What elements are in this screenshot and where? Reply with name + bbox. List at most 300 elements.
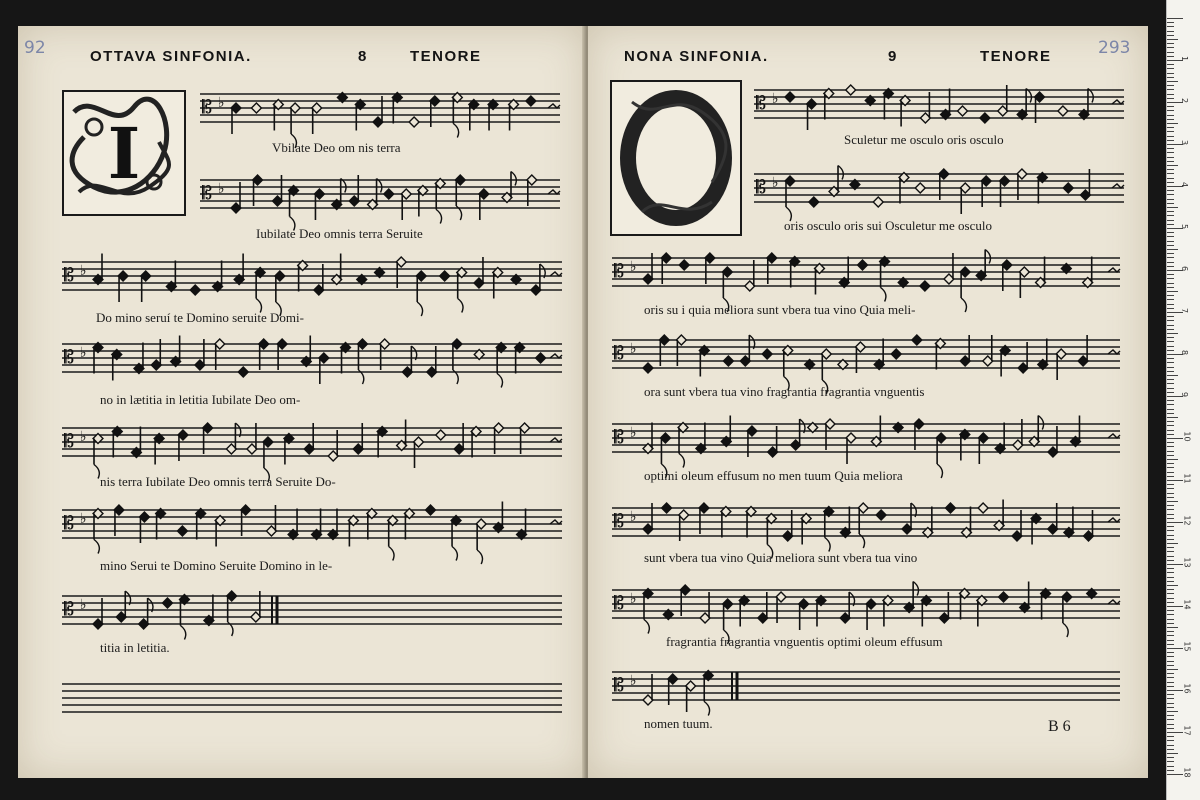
ruler-tick: [1167, 761, 1174, 762]
note-head: [876, 510, 886, 520]
note-head: [999, 592, 1009, 602]
ruler-tick: [1167, 337, 1174, 338]
ruler-tick: [1167, 509, 1174, 510]
ruler-tick: [1167, 736, 1174, 737]
ruler-tick: [1167, 262, 1174, 263]
sinfonia-number: 8: [358, 48, 368, 65]
ruler-tick: [1167, 52, 1174, 53]
note-head: [409, 117, 419, 127]
ruler-tick: [1167, 480, 1183, 481]
ruler-tick: [1167, 39, 1178, 40]
ruler-tick: [1167, 467, 1174, 468]
svg-text:𝄡: 𝄡: [614, 427, 625, 448]
note-head: [440, 271, 450, 281]
ruler-tick: [1167, 459, 1178, 460]
ruler-tick: [1167, 400, 1174, 401]
ruler-tick: [1167, 501, 1178, 502]
ruler-tick: [1167, 694, 1174, 695]
note-head: [915, 183, 925, 193]
ruler-number: 11: [1182, 473, 1192, 484]
ruler-tick: [1167, 472, 1174, 473]
sinfonia-title: OTTAVA SINFONIA.: [90, 48, 252, 65]
ruler-tick: [1167, 371, 1174, 372]
note-head: [809, 197, 819, 207]
lyrics-line: nomen tuum.: [644, 716, 713, 731]
note-head: [912, 335, 922, 345]
note-head: [662, 503, 672, 513]
svg-text:𝄡: 𝄡: [64, 265, 75, 286]
svg-text:♭: ♭: [630, 673, 637, 689]
ruler-tick: [1167, 115, 1174, 116]
ruler-number: 1: [1180, 55, 1190, 62]
ruler-tick: [1167, 770, 1174, 771]
ruler-tick: [1167, 157, 1174, 158]
ruler-tick: [1167, 161, 1174, 162]
music-staff: [200, 162, 560, 220]
svg-text:𝄡: 𝄡: [202, 183, 213, 204]
ruler-tick: [1167, 648, 1183, 649]
svg-text:𝄡: 𝄡: [614, 343, 625, 364]
svg-text:♭: ♭: [80, 597, 87, 613]
ruler-tick: [1167, 589, 1174, 590]
ruler-tick: [1167, 451, 1174, 452]
ruler-tick: [1167, 110, 1174, 111]
ruler-tick: [1167, 703, 1174, 704]
initial-letter: I: [107, 111, 141, 195]
ruler-tick: [1167, 644, 1174, 645]
ruler-tick: [1167, 245, 1174, 246]
ruler-tick: [1167, 367, 1174, 368]
ruler-tick: [1167, 119, 1174, 120]
ruler-tick: [1167, 766, 1174, 767]
ruler-tick: [1167, 388, 1174, 389]
svg-text:♭: ♭: [80, 429, 87, 445]
ruler-tick: [1167, 547, 1174, 548]
ruler-tick: [1167, 194, 1174, 195]
lyrics-line: fragrantia fragrantia vnguentis optimi oleum effusum: [666, 634, 943, 649]
ruler-tick: [1167, 728, 1174, 729]
note-head: [679, 260, 689, 270]
ruler-number: 16: [1182, 683, 1192, 694]
ruler-tick: [1167, 68, 1174, 69]
ruler-number: 3: [1180, 139, 1190, 146]
ruler-tick: [1167, 182, 1174, 183]
ruler-tick: [1167, 77, 1174, 78]
note-head: [436, 430, 446, 440]
svg-text:𝄡: 𝄡: [614, 675, 625, 696]
ruler-tick: [1167, 610, 1174, 611]
ruler-tick: [1167, 677, 1174, 678]
ruler-tick: [1167, 123, 1178, 124]
ruler-tick: [1167, 26, 1174, 27]
ruler-tick: [1167, 178, 1174, 179]
lyrics-line: ora sunt vbera tua vino fragrantia fragrantia vnguentis: [644, 384, 925, 399]
ruler-tick: [1167, 203, 1174, 204]
ruler-tick: [1167, 484, 1174, 485]
note-head: [163, 598, 173, 608]
ruler-tick: [1167, 98, 1174, 99]
ruler-tick: [1167, 669, 1178, 670]
ruler-tick: [1167, 719, 1174, 720]
ruler-tick: [1167, 220, 1174, 221]
ruler-tick: [1167, 31, 1174, 32]
ruler-number: 2: [1180, 97, 1190, 104]
lyrics-line: nis terra Iubilate Deo omnis terra Seruite Do-: [100, 474, 336, 489]
ruler-tick: [1167, 421, 1174, 422]
ruler-number: 8: [1180, 349, 1190, 356]
ruler-tick: [1167, 320, 1174, 321]
ruler-tick: [1167, 404, 1174, 405]
lyrics-line: Sculetur me osculo oris osculo: [844, 132, 1004, 147]
ruler-tick: [1167, 522, 1183, 523]
ruler-tick: [1167, 131, 1174, 132]
svg-text:𝄡: 𝄡: [614, 511, 625, 532]
ruler-tick: [1167, 358, 1174, 359]
ruler-tick: [1167, 497, 1174, 498]
note-head: [723, 356, 733, 366]
ruler-number: 6: [1180, 265, 1190, 272]
ruler-tick: [1167, 585, 1178, 586]
ruler-tick: [1167, 425, 1174, 426]
music-staff: [612, 572, 1120, 630]
ruler-tick: [1167, 619, 1174, 620]
note-head: [946, 503, 956, 513]
note-head: [858, 260, 868, 270]
voice-part-label: TENORE: [410, 48, 482, 65]
ruler-tick: [1167, 291, 1178, 292]
ruler-tick: [1167, 148, 1174, 149]
ruler-tick: [1167, 568, 1174, 569]
pencil-folio-number: 92: [24, 38, 46, 58]
ruler-tick: [1167, 350, 1174, 351]
ruler-tick: [1167, 711, 1178, 712]
ruler-tick: [1167, 556, 1174, 557]
lyrics-line: mino Serui te Domino Seruite Domino in le-: [100, 558, 333, 573]
ruler-tick: [1167, 593, 1174, 594]
note-head: [980, 113, 990, 123]
ruler-tick: [1167, 190, 1174, 191]
svg-text:♭: ♭: [772, 91, 779, 107]
ruler-number: 15: [1182, 641, 1192, 652]
ruler-tick: [1167, 173, 1174, 174]
ruler-tick: [1167, 341, 1174, 342]
ruler-tick: [1167, 81, 1178, 82]
svg-text:𝄡: 𝄡: [64, 513, 75, 534]
ruler-tick: [1167, 169, 1174, 170]
ruler-tick: [1167, 749, 1174, 750]
note-head: [978, 503, 988, 513]
ruler-tick: [1167, 73, 1174, 74]
ruler-tick: [1167, 409, 1174, 410]
ruler-tick: [1167, 287, 1174, 288]
music-staff: [62, 578, 562, 636]
ruler-tick: [1167, 241, 1174, 242]
ruler-tick: [1167, 442, 1174, 443]
ruler-tick: [1167, 383, 1174, 384]
ruler-tick: [1167, 165, 1178, 166]
note-head: [958, 106, 968, 116]
ruler-tick: [1167, 329, 1174, 330]
ruler-tick: [1167, 635, 1174, 636]
ruler-tick: [1167, 652, 1174, 653]
right-page: [588, 26, 1148, 778]
ruler-tick: [1167, 22, 1174, 23]
ruler-number: 4: [1180, 181, 1190, 188]
music-staff: [200, 76, 560, 134]
note-head: [643, 363, 653, 373]
initial-letter: [612, 82, 740, 234]
ruler-number: 17: [1182, 725, 1192, 736]
ruler-number: 5: [1180, 223, 1190, 230]
ruler-tick: [1167, 152, 1174, 153]
ruler-tick: [1167, 598, 1174, 599]
ruler-tick: [1167, 698, 1174, 699]
ruler-number: 14: [1182, 599, 1192, 610]
decorated-initial: [62, 90, 186, 216]
ruler-tick: [1167, 304, 1174, 305]
ruler-tick: [1167, 375, 1178, 376]
svg-text:♭: ♭: [218, 95, 225, 111]
ruler-number: 7: [1180, 307, 1190, 314]
ruler-tick: [1167, 707, 1174, 708]
ruler-tick: [1167, 94, 1174, 95]
ruler-tick: [1167, 64, 1174, 65]
svg-text:♭: ♭: [80, 511, 87, 527]
ruler-tick: [1167, 295, 1174, 296]
ruler-tick: [1167, 253, 1174, 254]
decorated-initial: [610, 80, 742, 236]
ruler-tick: [1167, 602, 1174, 603]
ruler-tick: [1167, 308, 1174, 309]
svg-text:♭: ♭: [80, 263, 87, 279]
sinfonia-title: NONA SINFONIA.: [624, 48, 769, 65]
lyrics-line: oris su i quia meliora sunt vbera tua vino Quia meli-: [644, 302, 916, 317]
svg-text:♭: ♭: [218, 181, 225, 197]
note-head: [1063, 183, 1073, 193]
lyrics-line: Iubilate Deo omnis terra Seruite: [256, 226, 423, 241]
svg-text:♭: ♭: [630, 259, 637, 275]
lyrics-line: Vbilate Deo om nis terra: [272, 140, 401, 155]
ruler-tick: [1167, 774, 1183, 775]
ruler-tick: [1167, 346, 1174, 347]
note-head: [920, 281, 930, 291]
ruler-tick: [1167, 690, 1183, 691]
measurement-ruler: [1166, 0, 1200, 800]
ruler-tick: [1167, 715, 1174, 716]
music-staff: [62, 492, 562, 550]
ruler-tick: [1167, 757, 1174, 758]
ruler-tick: [1167, 673, 1174, 674]
ruler-tick: [1167, 661, 1174, 662]
ruler-tick: [1167, 623, 1174, 624]
ruler-tick: [1167, 753, 1178, 754]
lyrics-line: no in lætitia in letitia Iubilate Deo om-: [100, 392, 301, 407]
ruler-tick: [1167, 224, 1174, 225]
lyrics-line: Do mino seruí te Domino seruite Domi-: [96, 310, 304, 325]
ruler-tick: [1167, 543, 1178, 544]
ruler-tick: [1167, 430, 1174, 431]
music-staff: [612, 240, 1120, 298]
svg-text:♭: ♭: [630, 341, 637, 357]
note-head: [426, 505, 436, 515]
ruler-tick: [1167, 236, 1174, 237]
music-staff: [62, 244, 562, 302]
ruler-tick: [1167, 631, 1174, 632]
ruler-tick: [1167, 476, 1174, 477]
ruler-tick: [1167, 89, 1174, 90]
empty-music-staff: [62, 666, 562, 724]
ruler-tick: [1167, 488, 1174, 489]
svg-text:𝄡: 𝄡: [756, 93, 767, 114]
ruler-tick: [1167, 514, 1174, 515]
lyrics-line: titia in letitia.: [100, 640, 170, 655]
ruler-tick: [1167, 686, 1174, 687]
svg-text:♭: ♭: [630, 509, 637, 525]
ruler-tick: [1167, 535, 1174, 536]
ruler-tick: [1167, 455, 1174, 456]
note-head: [177, 526, 187, 536]
music-staff: [754, 72, 1124, 130]
note-head: [873, 197, 883, 207]
ruler-tick: [1167, 136, 1174, 137]
note-head: [1058, 106, 1068, 116]
ruler-tick: [1167, 274, 1174, 275]
note-head: [384, 189, 394, 199]
ruler-number: 9: [1180, 391, 1190, 398]
ruler-tick: [1167, 333, 1178, 334]
svg-text:𝄡: 𝄡: [202, 97, 213, 118]
ruler-tick: [1167, 446, 1174, 447]
ruler-tick: [1167, 438, 1183, 439]
ruler-tick: [1167, 392, 1174, 393]
svg-text:♭: ♭: [630, 425, 637, 441]
music-staff: [62, 326, 562, 384]
ruler-tick: [1167, 35, 1174, 36]
lyrics-line: sunt vbera tua vino Quia meliora sunt vbera tua vino: [644, 550, 918, 565]
sinfonia-number: 9: [888, 48, 898, 65]
ruler-number: 12: [1182, 515, 1192, 526]
ruler-tick: [1167, 627, 1178, 628]
ruler-tick: [1167, 413, 1174, 414]
ruler-tick: [1167, 606, 1183, 607]
ruler-tick: [1167, 283, 1174, 284]
lyrics-line: oris osculo oris sui Osculetur me osculo: [784, 218, 992, 233]
music-staff: [62, 410, 562, 468]
ruler-tick: [1167, 732, 1183, 733]
voice-part-label: TENORE: [980, 48, 1052, 65]
ruler-tick: [1167, 266, 1174, 267]
ruler-tick: [1167, 278, 1174, 279]
note-head: [891, 349, 901, 359]
ruler-tick: [1167, 505, 1174, 506]
ruler-number: 18: [1182, 767, 1192, 778]
svg-text:𝄡: 𝄡: [614, 593, 625, 614]
ruler-tick: [1167, 207, 1178, 208]
ruler-tick: [1167, 362, 1174, 363]
svg-text:♭: ♭: [772, 175, 779, 191]
svg-text:𝄡: 𝄡: [756, 177, 767, 198]
note-head: [190, 285, 200, 295]
music-staff: [612, 654, 1120, 712]
music-staff: [612, 322, 1120, 380]
ruler-tick: [1167, 740, 1174, 741]
ruler-tick: [1167, 417, 1178, 418]
ruler-tick: [1167, 257, 1174, 258]
note-head: [238, 367, 248, 377]
ruler-tick: [1167, 434, 1174, 435]
ruler-tick: [1167, 56, 1174, 57]
svg-text:𝄡: 𝄡: [64, 431, 75, 452]
lyrics-line: optimi oleum effusum no men tuum Quia meliora: [644, 468, 903, 483]
music-staff: [612, 406, 1120, 464]
ruler-tick: [1167, 249, 1178, 250]
ruler-tick: [1167, 551, 1174, 552]
note-head: [536, 353, 546, 363]
ruler-tick: [1167, 215, 1174, 216]
ruler-tick: [1167, 379, 1174, 380]
svg-text:♭: ♭: [630, 591, 637, 607]
music-staff: [754, 156, 1124, 214]
ruler-tick: [1167, 106, 1174, 107]
svg-text:𝄡: 𝄡: [64, 347, 75, 368]
ruler-tick: [1167, 539, 1174, 540]
svg-text:𝄡: 𝄡: [614, 261, 625, 282]
ruler-tick: [1167, 518, 1174, 519]
ruler-tick: [1167, 325, 1174, 326]
ruler-tick: [1167, 724, 1174, 725]
ruler-tick: [1167, 199, 1174, 200]
note-head: [846, 85, 856, 95]
ruler-tick: [1167, 640, 1174, 641]
ruler-tick: [1167, 745, 1174, 746]
ruler-number: 13: [1182, 557, 1192, 568]
ruler-tick: [1167, 581, 1174, 582]
signature-mark: B 6: [1048, 718, 1071, 735]
ruler-tick: [1167, 463, 1174, 464]
ruler-tick: [1167, 299, 1174, 300]
ruler-number: 10: [1182, 431, 1192, 442]
ruler-tick: [1167, 530, 1174, 531]
note-head: [526, 96, 536, 106]
ruler-tick: [1167, 656, 1174, 657]
ruler-tick: [1167, 43, 1174, 44]
ruler-tick: [1167, 211, 1174, 212]
ruler-tick: [1167, 18, 1183, 19]
ruler-tick: [1167, 682, 1174, 683]
ruler-tick: [1167, 577, 1174, 578]
ruler-tick: [1167, 316, 1174, 317]
note-head: [251, 103, 261, 113]
svg-text:♭: ♭: [80, 345, 87, 361]
ruler-tick: [1167, 564, 1183, 565]
ruler-tick: [1167, 140, 1174, 141]
ruler-tick: [1167, 232, 1174, 233]
left-page: [18, 26, 586, 778]
svg-text:𝄡: 𝄡: [64, 599, 75, 620]
note-head: [762, 349, 772, 359]
ruler-tick: [1167, 127, 1174, 128]
ruler-tick: [1167, 560, 1174, 561]
ruler-tick: [1167, 572, 1174, 573]
ruler-tick: [1167, 47, 1174, 48]
ruler-tick: [1167, 493, 1174, 494]
ruler-tick: [1167, 665, 1174, 666]
ruler-tick: [1167, 614, 1174, 615]
note-head: [785, 92, 795, 102]
music-staff: [612, 490, 1120, 548]
pencil-folio-number: 293: [1098, 38, 1131, 58]
ruler-tick: [1167, 85, 1174, 86]
